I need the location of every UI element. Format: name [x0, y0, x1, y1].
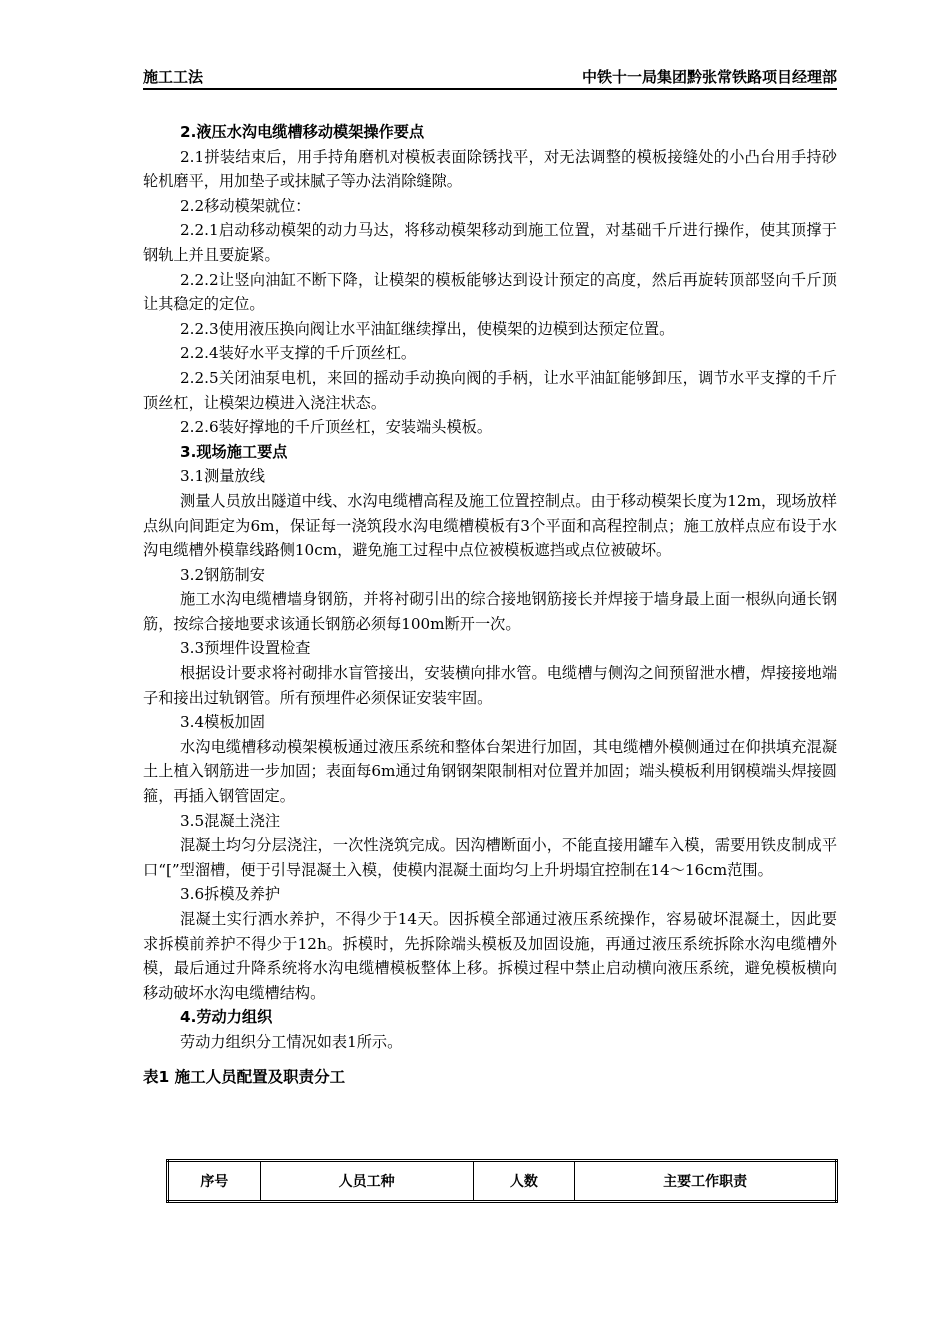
page-header — [143, 66, 837, 90]
paragraph-3-5: 混凝土均匀分层浇注，一次性浇筑完成。因沟槽断面小，不能直接用罐车入模，需要用铁皮制成平口“[”型溜槽，便于引导混凝土入模，使模内混凝土面均匀上升坍塌宜控制在14～16cm范围。 — [143, 836, 837, 879]
paragraph-2-2-2: 2.2.2让竖向油缸不断下降，让模架的模板能够达到设计预定的高度，然后再旋转顶部竖向千斤顶让其稳定的定位。 — [143, 270, 837, 314]
header-cell-count: 人数 — [473, 1161, 575, 1202]
paragraph-2-2-4: 2.2.4装好水平支撑的千斤顶丝杠。 — [180, 344, 417, 363]
paragraph-2-2-5: 2.2.5关闭油泵电机，来回的摇动手动换向阀的手柄，让水平油缸能够卸压，调节水平支撑的千斤顶丝杠，让模架边模进入浇注状态。 — [143, 368, 837, 412]
subheading-3-4: 3.4模板加固 — [180, 713, 265, 732]
header-cell-duties: 主要工作职责 — [575, 1161, 837, 1202]
paragraph-2-2-1: 2.2.1启动移动模架的动力马达，将移动模架移动到施工位置，对基础千斤进行操作，使其顶撑于钢轨上并且要旋紧。 — [143, 221, 837, 264]
subheading-3-2: 3.2钢筋制安 — [180, 565, 265, 584]
section-3-heading: 3.现场施工要点 — [180, 442, 288, 461]
paragraph-3-6: 混凝土实行洒水养护，不得少于14天。因拆模全部通过液压系统操作，容易破坏混凝土，因此要求拆模前养护不得少于12h。拆模时，先拆除端头模板及加固设施，再通过液压系统拆除水沟电缆槽外模，最后通过升降系统将水沟电缆槽模板整体上移。拆模过程中禁止启动横向液压系统，避免模板横向移动破坏水沟电缆槽结构。 — [143, 910, 837, 1002]
table-header-row — [168, 1161, 837, 1202]
header-cell-index: 序号 — [168, 1161, 261, 1202]
staff-table — [166, 1159, 838, 1203]
paragraph-2-2-6: 2.2.6装好撑地的千斤顶丝杠，安装端头模板。 — [180, 418, 493, 437]
table-caption: 表1 施工人员配置及职责分工 — [143, 1067, 346, 1086]
paragraph-2-1: 2.1拼装结束后，用手持角磨机对模板表面除锈找平，对无法调整的模板接缝处的小凸台用手持砂轮机磨平，用加垫子或抹腻子等办法消除缝隙。 — [143, 147, 837, 191]
subheading-3-6: 3.6拆模及养护 — [180, 885, 281, 904]
subheading-3-1: 3.1测量放线 — [180, 467, 265, 486]
subheading-3-3: 3.3预埋件设置检查 — [180, 639, 311, 658]
header-left-title: 施工工法 — [143, 68, 204, 86]
paragraph-3-1: 测量人员放出隧道中线、水沟电缆槽高程及施工位置控制点。由于移动模架长度为12m，现场放样点纵向间距定为6m，保证每一浇筑段水沟电缆槽模板有3个平面和高程控制点；施工放样点应布设于水沟电缆槽外模靠线路侧10cm，避免施工过程中点位被模板遮挡或点位被破坏。 — [143, 491, 837, 560]
section-4-heading: 4.劳动力组织 — [180, 1008, 273, 1027]
section-2-heading: 2.液压水沟电缆槽移动模架操作要点 — [180, 123, 425, 141]
document-body — [143, 120, 837, 1089]
subheading-3-5: 3.5混凝土浇注 — [180, 811, 281, 830]
paragraph-3-4: 水沟电缆槽移动模架模板通过液压系统和整体台架进行加固，其电缆槽外模侧通过在仰拱填充混凝土上植入钢筋进一步加固；表面每6m通过角钢钢架限制相对位置并加固；端头模板利用钢模端头焊接圆箍，再插入钢管固定。 — [143, 737, 837, 806]
paragraph-2-2: 2.2移动模架就位： — [180, 196, 311, 215]
paragraph-4: 劳动力组织分工情况如表1所示。 — [180, 1032, 403, 1051]
paragraph-3-3: 根据设计要求将衬砌排水盲管接出，安装横向排水管。电缆槽与侧沟之间预留泄水槽，焊接接地端子和接出过轨钢管。所有预埋件必须保证安装牢固。 — [143, 664, 837, 707]
header-cell-worker-type: 人员工种 — [260, 1161, 473, 1202]
paragraph-3-2: 施工水沟电缆槽墙身钢筋，并将衬砌引出的综合接地钢筋接长并焊接于墙身最上面一根纵向通长钢筋，按综合接地要求该通长钢筋必须每100m断开一次。 — [143, 590, 837, 633]
paragraph-2-2-3: 2.2.3使用液压换向阀让水平油缸继续撑出，使模架的边模到达预定位置。 — [180, 319, 675, 338]
header-right-title: 中铁十一局集团黔张常铁路项目经理部 — [581, 68, 837, 86]
